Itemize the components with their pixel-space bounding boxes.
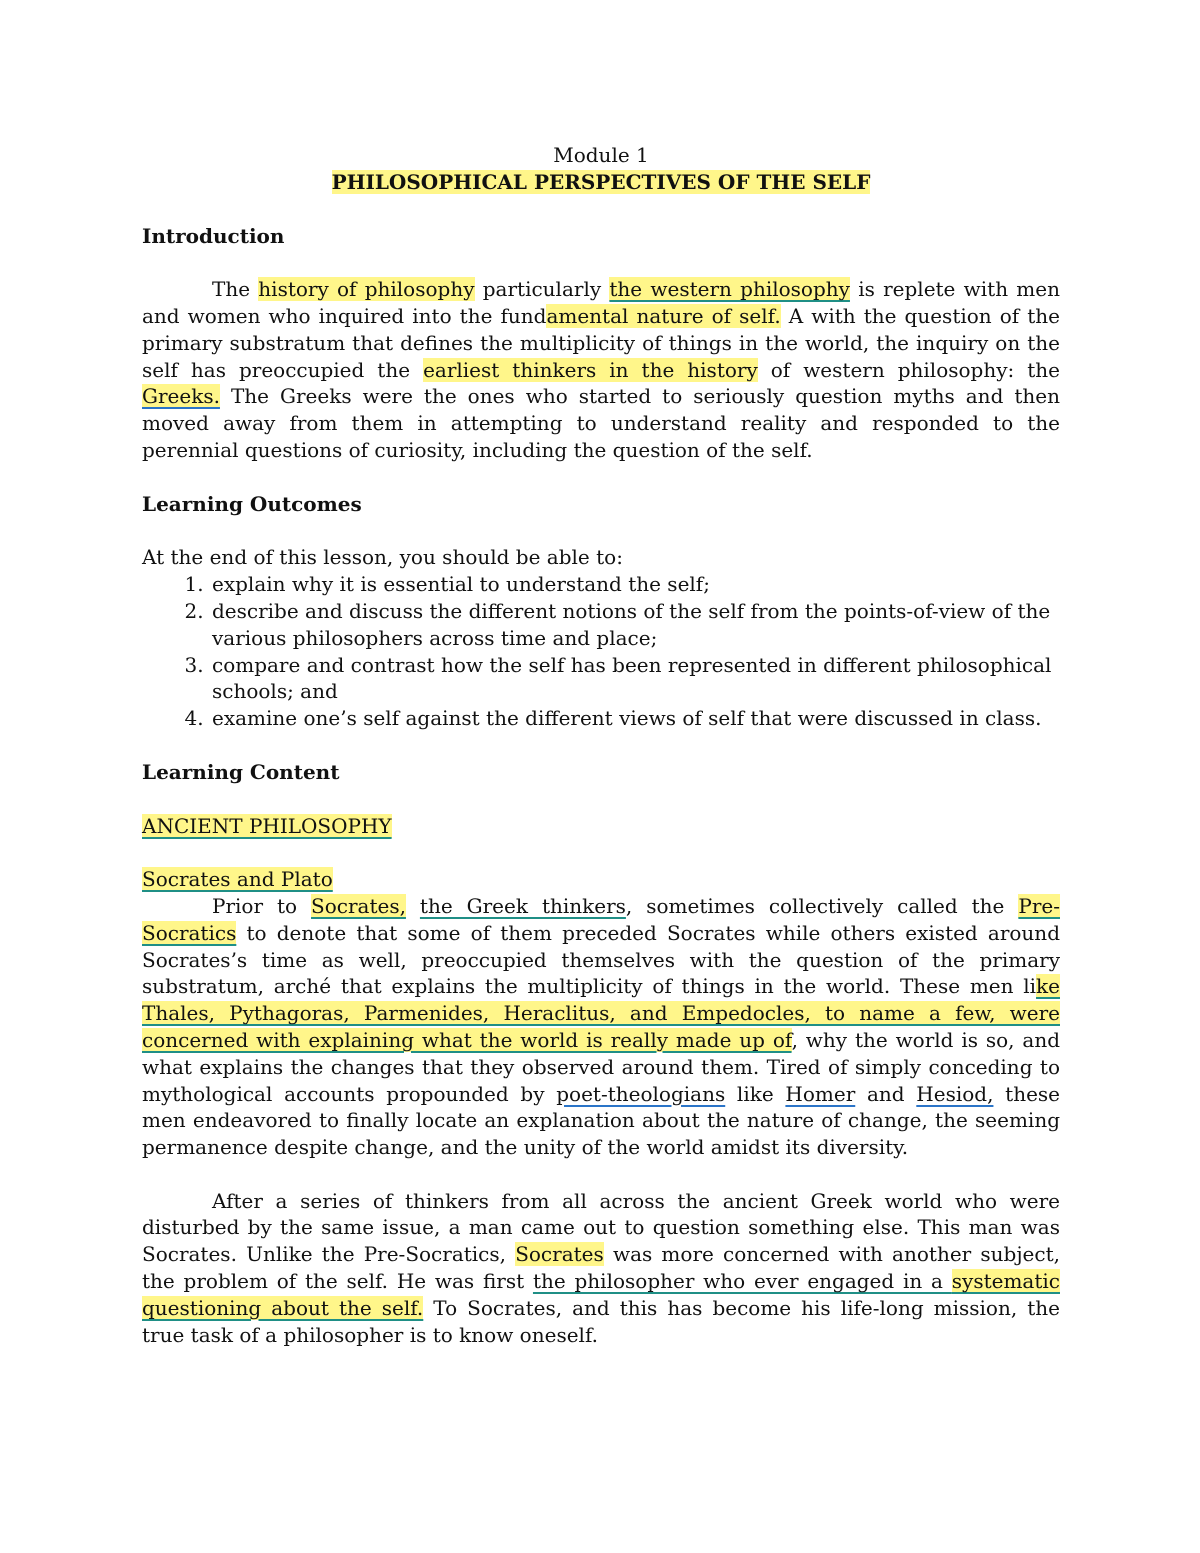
content-text-2: , sometimes collectively called the — [625, 893, 1019, 918]
content-underline-philosopher: the philosopher who ever engaged in a — [532, 1269, 952, 1294]
intro-highlight-1: history of philosophy — [258, 277, 475, 302]
learning-content-heading: Learning Content — [142, 759, 340, 784]
document-title — [142, 169, 1060, 196]
introduction-paragraph — [142, 276, 1060, 464]
content-text-5: like — [725, 1081, 786, 1106]
spacer — [142, 249, 1060, 276]
content-text-9: was more concerned with another subject, the problem of the self. He was first — [142, 1242, 1060, 1294]
content-text-7: these men endeavored to finally locate an explanation about the nature of change, the seeming permanence despite change, and the unity of the world amidst its diversity. — [142, 1081, 1061, 1160]
intro-highlight-2: the western philosophy — [609, 277, 850, 302]
subsection-heading-text: Socrates and Plato — [142, 867, 333, 892]
subsection-heading — [142, 866, 1060, 893]
intro-highlight-5: Greeks. — [142, 384, 220, 409]
content-underline-hesiod: Hesiod, — [916, 1081, 994, 1106]
content-highlight-socrates-2: Socrates — [515, 1242, 604, 1267]
intro-text-4: A with the question of the primary substratum that defines the multiplicity of things in the world, the inquiry on the self has preoccupied the — [142, 303, 1060, 382]
content-text-3: to denote that some of them preceded Socrates while others existed around Socrates’s time as well, preoccupied themselves with the question of the primary substratum, arché that explains the multiplicity of things in the world. These men li — [142, 920, 1060, 999]
content-highlight-systematic-questioning: systematic questioning about the self. — [142, 1269, 1060, 1320]
intro-text-1: The — [212, 277, 259, 302]
content-text-1: Prior to — [212, 893, 312, 918]
module-label: Module 1 — [553, 143, 649, 167]
intro-text-6: The Greeks were the ones who started to seriously question myths and then moved away from them in attempting to understand reality and responded to the perennial questions of curiosity, including the question of the self. — [142, 384, 1060, 462]
content-text-8: After a series of thinkers from all across the ancient Greek world who were disturbed by the same issue, a man came out to question something else. This man was Socrates. Unlike the Pre-Socratics, — [142, 1188, 1060, 1267]
section-heading — [142, 813, 1060, 840]
outcomes-lead: At the end of this lesson, you should be able to: — [142, 545, 623, 570]
list-item: 1. explain why it is essential to understand the self; — [210, 571, 1060, 598]
content-underline-homer: Homer — [785, 1081, 856, 1106]
spacer — [142, 518, 1060, 545]
spacer — [142, 1161, 1060, 1188]
document-title-text: PHILOSOPHICAL PERSPECTIVES OF THE SELF — [331, 169, 871, 194]
outcomes-list — [142, 571, 1060, 732]
intro-highlight-4: earliest thinkers in the history — [423, 357, 758, 382]
intro-highlight-3: amental nature of self. — [546, 303, 781, 328]
content-space — [406, 894, 420, 918]
content-highlight-presocratics: Pre-Socratics — [142, 893, 1060, 945]
content-text-6: and — [855, 1081, 917, 1106]
list-item: 3. compare and contrast how the self has been represented in different philosophical schools; and — [210, 652, 1060, 706]
list-item: 2. describe and discuss the different notions of the self from the points-of-view of the various philosophers across time and place; — [210, 598, 1060, 652]
list-item: 4. examine one’s self against the different views of self that were discussed in class. — [210, 705, 1060, 732]
introduction-heading: Introduction — [142, 223, 285, 248]
spacer — [142, 786, 1060, 813]
content-underline-poet-theologians: poet-theologians — [556, 1081, 726, 1106]
content-highlight-thinkers-list: ke Thales, Pythagoras, Parmenides, Heraclitus, and Empedocles, to name a few, were concerned with explaining what the world is really made up of — [142, 974, 1060, 1052]
intro-text-2: particularly — [474, 277, 610, 302]
content-text-10: To Socrates, and this has become his life-long mission, the true task of a philosopher is to know oneself. — [142, 1295, 1060, 1347]
spacer — [142, 839, 1060, 866]
socrates-paragraph-1 — [142, 893, 1060, 1161]
learning-outcomes-heading: Learning Outcomes — [142, 491, 362, 516]
section-heading-text: ANCIENT PHILOSOPHY — [142, 813, 392, 838]
document-page — [142, 142, 1060, 1348]
content-highlight-socrates: Socrates, — [311, 893, 406, 918]
intro-text-3: is replete with men and women who inquired into the fund — [142, 277, 1060, 328]
intro-text-5: of western philosophy: the — [757, 357, 1061, 382]
socrates-paragraph-2 — [142, 1188, 1060, 1349]
content-text-4: , why the world is so, and what explains the changes that they observed around them. Tired of simply conceding to mythological accounts propounded by — [142, 1027, 1061, 1106]
content-underline-greek-thinkers: the Greek thinkers — [419, 893, 626, 918]
